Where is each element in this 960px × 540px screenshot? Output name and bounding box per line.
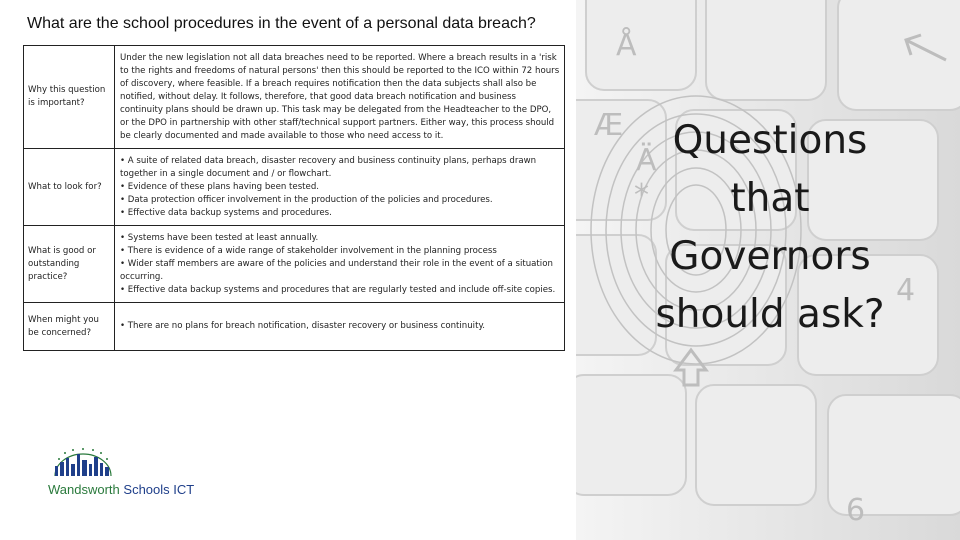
logo-text	[48, 482, 194, 497]
logo-word-schools-ict: Schools ICT	[123, 482, 195, 497]
list-item: • A suite of related data breach, disaster recovery and business continuity plans, perhaps drawn together in a single document and / or flowchart.	[120, 155, 537, 179]
svg-text:Å: Å	[616, 28, 637, 63]
row-label: When might you be concerned?	[24, 303, 115, 351]
logo-word-wandsworth: Wandsworth	[48, 482, 120, 497]
row-text	[115, 46, 565, 149]
headline-line: Questions	[672, 118, 868, 163]
headline-line: that	[730, 176, 810, 221]
list-item: • Effective data backup systems and procedures.	[120, 207, 332, 218]
headline	[645, 112, 895, 344]
table-row	[24, 46, 565, 149]
headline-line: should ask?	[655, 292, 885, 337]
row-label: What to look for?	[24, 149, 115, 226]
row-label: Why this question is important?	[24, 46, 115, 149]
row-paragraph: Under the new legislation not all data breaches need to be reported. Where a breach results in a 'risk to the rights and freedoms of natural persons' then this should be reported to the ICO within 72 hours of discovery, where feasible. If a breach requires notification then the data subjects shall also be notified, without delay. It follows, therefore, that good data breach notification and business continuity plans should be drawn up. This task may be delegated from the Headteacher to the DPO, or the DPO in partnership with other staff/technical support partners. Either way, this process should be clearly documented and made available to those who need access to it.	[120, 52, 560, 141]
list-item: • Wider staff members are aware of the policies and understand their role in the event of a situation occurring.	[120, 258, 553, 282]
row-text	[115, 149, 565, 226]
list-item: • There is evidence of a wide range of stakeholder involvement in the planning process	[120, 245, 497, 256]
list-item: • Systems have been tested at least annually.	[120, 232, 319, 243]
row-text	[115, 226, 565, 303]
svg-text:Ä: Ä	[636, 143, 657, 178]
list-item: • Evidence of these plans having been tested.	[120, 181, 320, 192]
table-row	[24, 149, 565, 226]
svg-text:*: *	[634, 178, 649, 213]
table-row	[24, 303, 565, 351]
list-item: • Data protection officer involvement in the production of the policies and procedures.	[120, 194, 493, 205]
headline-line: Governors	[669, 234, 871, 279]
table-row	[24, 226, 565, 303]
row-text	[115, 303, 565, 351]
row-label: What is good or outstanding practice?	[24, 226, 115, 303]
list-item: • There are no plans for breach notification, disaster recovery or business continuity.	[120, 321, 486, 331]
svg-text:4: 4	[896, 273, 916, 308]
questions-table	[23, 45, 565, 351]
svg-text:Æ: Æ	[594, 108, 624, 143]
page-title: What are the school procedures in the event of a personal data breach?	[27, 15, 536, 32]
svg-text:6: 6	[846, 493, 866, 528]
list-item: • Effective data backup systems and procedures that are regularly tested and include off-site copies.	[120, 284, 556, 295]
